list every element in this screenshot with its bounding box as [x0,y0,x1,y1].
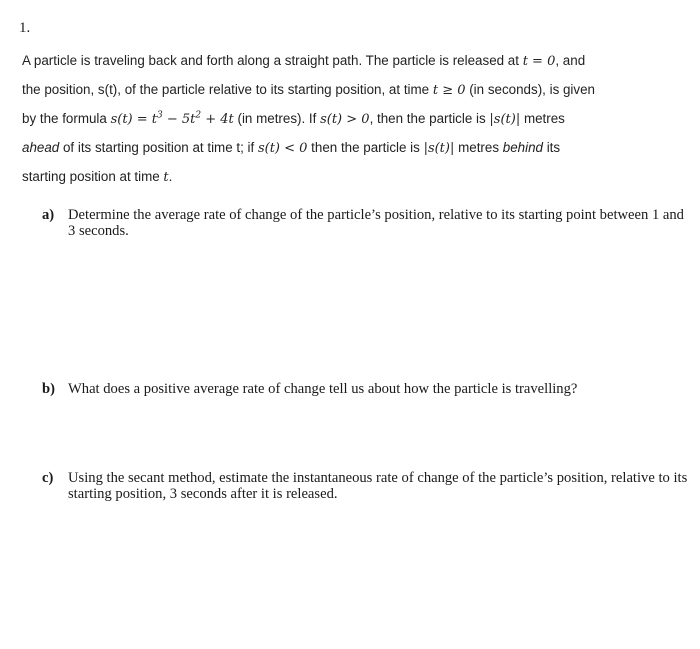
statement-line-5 [22,166,692,195]
question-text: What does a positive average rate of change tell us about how the particle is travelling? [68,381,578,397]
statement-text: . [168,169,173,184]
question-a [42,207,692,239]
statement-line-2 [22,79,692,108]
math-expression: |s(t)| [489,112,521,127]
statement-text: then the particle is [307,140,424,155]
statement-text: metres [454,140,503,155]
statement-text: (in seconds), is given [465,82,595,97]
question-text: Using the secant method, estimate the instantaneous rate of change of the particle’s position, relative to its starting position, 3 seconds after it is released. [68,470,688,502]
formula-exponent: 2 [195,110,202,121]
statement-text: (in metres). If [233,111,321,126]
statement-line-4 [22,137,692,166]
statement-line-3 [22,108,692,137]
formula [111,112,234,127]
statement-line-1 [22,50,692,79]
question-label: b) [42,381,55,397]
statement-text: A particle is traveling back and forth along a straight path. The particle is released at [22,53,523,68]
statement-text: by the formula [22,111,111,126]
emphasis-ahead: ahead [22,140,60,155]
problem-number: 1. [19,20,31,36]
math-expression: t = 0 [522,54,556,69]
math-expression: |s(t)| [423,141,455,156]
math-expression: t ≥ 0 [432,83,466,98]
statement-text: , and [555,53,586,68]
formula-exponent: 3 [157,110,163,121]
formula-part: + 4t [201,112,234,127]
statement-text: its [542,140,561,155]
math-expression: s(t) < 0 [257,141,308,156]
problem-statement [22,50,692,195]
math-expression: s(t) > 0 [320,112,370,127]
math-expression: t [163,170,169,185]
statement-text: of its starting position at time t; if [59,140,258,155]
question-b [42,381,692,397]
statement-text: metres [520,111,565,126]
formula-part: − 5t [162,112,196,127]
question-label: c) [42,470,54,486]
statement-text: , then the particle is [369,111,490,126]
question-label: a) [42,207,55,223]
emphasis-behind: behind [502,140,543,155]
formula-part: s(t) = t [110,112,157,127]
statement-text: the position, s(t), of the particle relative to its starting position, at time [22,82,433,97]
statement-text: starting position at time [22,169,164,184]
question-c [42,470,692,502]
question-text: Determine the average rate of change of the particle’s position, relative to its starting point between 1 and 3 seconds. [68,207,684,239]
